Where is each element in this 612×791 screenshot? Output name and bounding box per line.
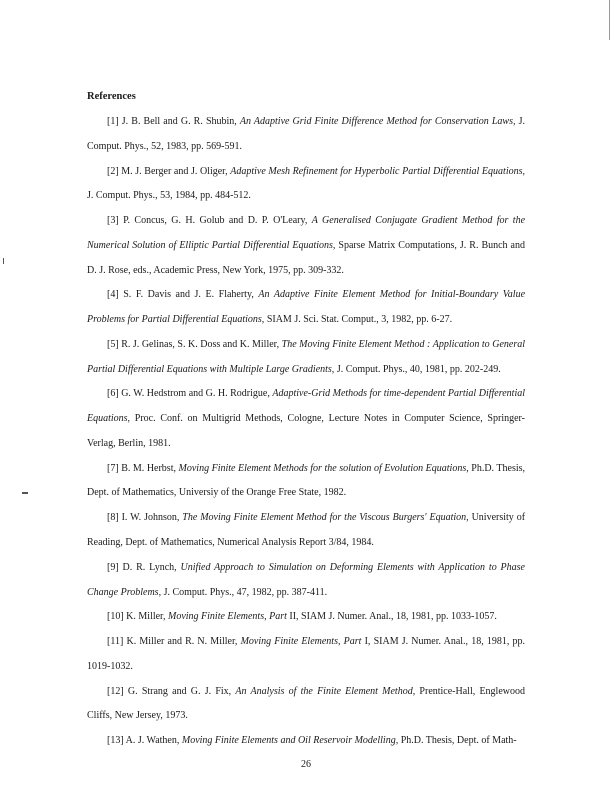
reference-authors: B. M. Herbst, bbox=[121, 462, 176, 474]
reference-authors: K. Miller and R. N. Miller, bbox=[126, 636, 238, 648]
reference-title: Adaptive-Grid Methods for time-dependent Partial Differential Equations, bbox=[87, 388, 526, 425]
reference-label: [1] bbox=[107, 116, 119, 127]
reference-details: Prentice-Hall, Englewood Cliffs, New Jersey, 1973. bbox=[87, 685, 525, 722]
reference-item bbox=[87, 283, 525, 333]
reference-title: An Adaptive Finite Element Method for Initial-Boundary Value Problems for Partial Differential Equations, bbox=[87, 289, 526, 326]
scan-mark bbox=[3, 258, 4, 264]
reference-label: [6] bbox=[107, 388, 119, 400]
reference-title: Moving Finite Element Methods for the solution of Evolution Equations, bbox=[178, 462, 469, 474]
reference-authors: A. J. Wathen, bbox=[125, 735, 180, 747]
reference-title: Adaptive Mesh Refinement for Hyperbolic Partial Differential Equations, bbox=[230, 165, 525, 177]
reference-authors: D. R. Lynch, bbox=[122, 561, 177, 573]
reference-title: An Adaptive Grid Finite Difference Method for Conservation Laws, bbox=[239, 116, 516, 127]
page-number: 26 bbox=[301, 759, 311, 770]
reference-item bbox=[87, 457, 525, 507]
reference-title: Moving Finite Elements and Oil Reservoir Modelling, bbox=[181, 735, 399, 747]
reference-authors: P. Concus, G. H. Golub and D. P. O'Leary, bbox=[123, 215, 308, 227]
reference-authors: G. W. Hedstrom and G. H. Rodrigue, bbox=[121, 388, 270, 400]
reference-details: University of Reading, Dept. of Mathematics, Numerical Analysis Report 3/84, 1984. bbox=[87, 512, 526, 549]
reference-label: [7] bbox=[107, 462, 119, 474]
reference-list bbox=[87, 110, 525, 754]
reference-label: [4] bbox=[107, 289, 119, 301]
reference-title: The Moving Finite Element Method for the Viscous Burgers' Equation, bbox=[182, 512, 469, 524]
reference-details: J. Comput. Phys., 47, 1982, pp. 387-411. bbox=[163, 586, 328, 598]
reference-item bbox=[87, 680, 525, 730]
reference-title: Moving Finite Elements, Part bbox=[168, 611, 287, 623]
reference-authors: J. B. Bell and G. R. Shubin, bbox=[121, 116, 237, 127]
reference-item bbox=[87, 506, 525, 556]
reference-label: [3] bbox=[107, 215, 119, 227]
reference-item bbox=[87, 729, 525, 754]
reference-label: [12] bbox=[107, 685, 124, 697]
reference-item bbox=[87, 630, 525, 680]
reference-item bbox=[87, 209, 525, 283]
reference-details: J. Comput. Phys., 53, 1984, pp. 484-512. bbox=[87, 190, 251, 202]
reference-details: II, SIAM J. Numer. Anal., 18, 1981, pp. 1033-1057. bbox=[289, 611, 497, 623]
reference-authors: K. Miller, bbox=[126, 611, 166, 623]
reference-label: [9] bbox=[107, 561, 119, 573]
reference-authors: G. Strang and G. J. Fix, bbox=[127, 685, 232, 697]
reference-authors: S. F. Davis and J. E. Flaherty, bbox=[123, 289, 254, 301]
reference-details: Ph.D. Thesis, Dept. of Mathematics, Universiy of the Orange Free State, 1982. bbox=[87, 462, 526, 499]
reference-details: Sparse Matrix Computations, J. R. Bunch and D. J. Rose, eds., Academic Press, New York, 1975, pp. 309-332. bbox=[87, 239, 525, 276]
reference-item bbox=[87, 160, 525, 210]
reference-title: An Analysis of the Finite Element Method, bbox=[235, 685, 416, 697]
reference-label: [11] bbox=[107, 636, 124, 648]
reference-item bbox=[87, 110, 525, 160]
scan-mark bbox=[22, 492, 28, 494]
reference-details: Ph.D. Thesis, Dept. of Math- bbox=[400, 735, 517, 747]
reference-title: Unified Approach to Simulation on Deforming Elements with Application to Phase Change Problems, bbox=[87, 561, 525, 598]
reference-details: J. Comput. Phys., 40, 1981, pp. 202-249. bbox=[336, 363, 501, 375]
references-heading: References bbox=[87, 91, 136, 102]
reference-label: [5] bbox=[107, 338, 119, 350]
reference-details: Proc. Conf. on Multigrid Methods, Cologne, Lecture Notes in Computer Science, Springer-Verlag, Berlin, 1981. bbox=[87, 413, 525, 449]
reference-title: A Generalised Conjugate Gradient Method for the Numerical Solution of Elliptic Partial Differential Equations, bbox=[87, 215, 526, 251]
reference-label: [10] bbox=[107, 611, 124, 623]
reference-authors: I. W. Johnson, bbox=[121, 512, 180, 524]
reference-item bbox=[87, 605, 525, 630]
reference-item bbox=[87, 556, 525, 606]
reference-details: I, SIAM J. Numer. Anal., 18, 1981, pp. 1019-1032. bbox=[87, 636, 526, 672]
reference-title: The Moving Finite Element Method : Application to General Partial Differential Equations with Multiple Large Gradients, bbox=[87, 338, 525, 375]
reference-label: [13] bbox=[107, 735, 124, 747]
reference-authors: M. J. Berger and J. Oliger, bbox=[121, 165, 228, 177]
reference-label: [2] bbox=[107, 165, 119, 177]
reference-details: SIAM J. Sci. Stat. Comput., 3, 1982, pp. 6-27. bbox=[266, 314, 453, 326]
reference-item bbox=[87, 333, 525, 383]
reference-details: J. Comput. Phys., 52, 1983, pp. 569-591. bbox=[87, 116, 526, 152]
reference-label: [8] bbox=[107, 512, 119, 524]
reference-item bbox=[87, 382, 525, 456]
scan-mark bbox=[609, 0, 610, 40]
reference-title: Moving Finite Elements, Part bbox=[240, 636, 362, 648]
reference-authors: R. J. Gelinas, S. K. Doss and K. Miller, bbox=[121, 338, 280, 350]
